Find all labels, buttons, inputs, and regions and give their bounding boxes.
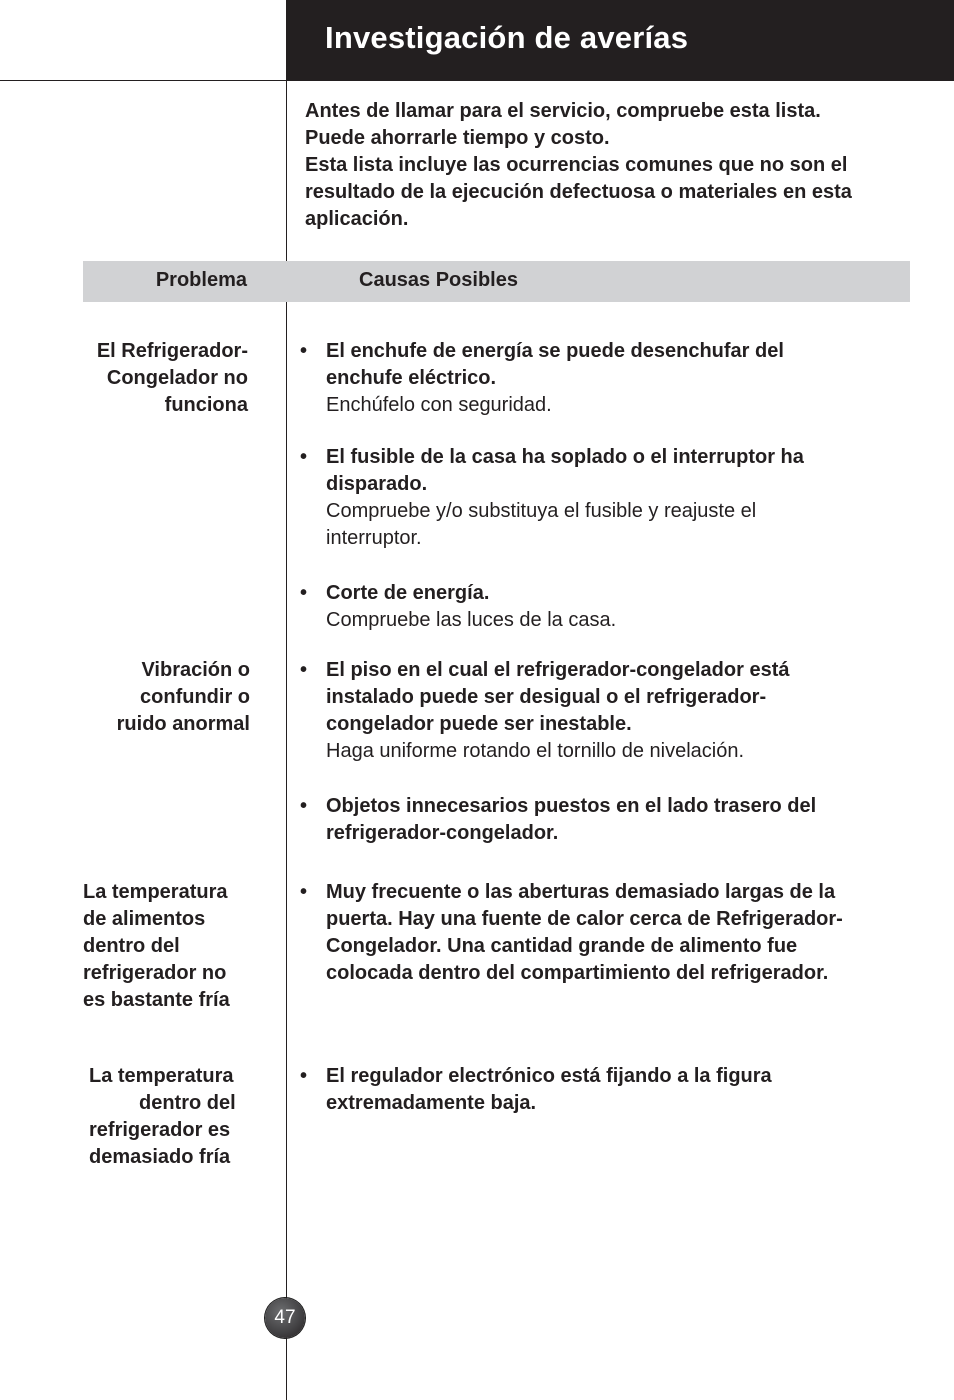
bullet: •	[300, 1065, 308, 1087]
cause-remedy: Compruebe las luces de la casa.	[326, 609, 617, 631]
cause-title-line: Congelador. Una cantidad grande de alimento fue	[326, 935, 798, 957]
bullet: •	[300, 582, 308, 604]
problem-line: refrigerador es	[89, 1119, 231, 1141]
cause-title-line: Corte de energía.	[326, 582, 490, 604]
table-header	[83, 261, 910, 302]
problem-label	[117, 657, 250, 738]
cause-remedy: interruptor.	[326, 527, 422, 549]
cause-title-line: enchufe eléctrico.	[326, 367, 497, 389]
problem-label	[83, 879, 230, 1014]
cause-title-line: El enchufe de energía se puede desenchufar del	[326, 340, 784, 362]
cause-title	[300, 793, 920, 847]
cause-title-line: El regulador electrónico está fijando a la figura	[326, 1065, 772, 1087]
bullet: •	[300, 659, 308, 681]
page-number: 47	[274, 1307, 296, 1328]
cause-title	[300, 580, 920, 607]
cause-item	[300, 879, 930, 987]
intro-text	[305, 98, 930, 233]
bullet: •	[300, 795, 308, 817]
bullet: •	[300, 881, 308, 903]
intro-line: Puede ahorrarle tiempo y costo.	[305, 127, 610, 149]
problem-label	[97, 338, 248, 419]
bullet: •	[300, 446, 308, 468]
cause-remedy: Enchúfelo con seguridad.	[326, 394, 552, 416]
problem-line: Congelador no	[106, 367, 248, 389]
cause-title-line: Muy frecuente o las aberturas demasiado largas de la	[326, 881, 836, 903]
page-title: Investigación de averías	[325, 20, 689, 55]
problem-line: Vibración o	[141, 659, 250, 681]
cause-title-line: extremadamente baja.	[326, 1092, 537, 1114]
cause-remedy: Compruebe y/o substituya el fusible y reajuste el	[326, 500, 757, 522]
cause-title-line: disparado.	[326, 473, 428, 495]
cause-item	[300, 793, 920, 847]
cause-title	[300, 1063, 920, 1117]
cause-title-line: refrigerador-congelador.	[326, 822, 559, 844]
cause-title-line: congelador puede ser inestable.	[326, 713, 632, 735]
cause-item	[300, 580, 920, 634]
cause-title	[300, 338, 920, 392]
cause-item	[300, 338, 920, 419]
problem-line: demasiado fría	[89, 1146, 231, 1168]
cause-title-line: colocada dentro del compartimiento del refrigerador.	[326, 962, 829, 984]
problem-line: refrigerador no	[83, 962, 227, 984]
problem-label	[89, 1063, 236, 1171]
cause-item	[300, 657, 920, 765]
column-header-problem: Problema	[155, 269, 247, 291]
intro-line: aplicación.	[305, 208, 409, 230]
cause-title	[300, 879, 930, 987]
intro-line: resultado de la ejecución defectuosa o materiales en esta	[305, 181, 852, 203]
intro-line: Esta lista incluye las ocurrencias comunes que no son el	[305, 154, 848, 176]
problem-line: de alimentos	[83, 908, 206, 930]
top-rule	[0, 80, 287, 81]
page-number-badge	[265, 1298, 305, 1338]
cause-title-line: instalado puede ser desigual o el refrigerador-	[326, 686, 767, 708]
cause-item	[300, 1063, 920, 1117]
cause-title-line: El piso en el cual el refrigerador-congelador está	[326, 659, 790, 681]
problem-line: es bastante fría	[83, 989, 230, 1011]
intro-line: Antes de llamar para el servicio, compruebe esta lista.	[305, 100, 821, 122]
cause-title	[300, 444, 920, 498]
cause-item	[300, 444, 920, 552]
cause-title-line: puerta. Hay una fuente de calor cerca de Refrigerador-	[326, 908, 843, 930]
problem-line: El Refrigerador-	[96, 340, 248, 362]
bullet: •	[300, 340, 308, 362]
cause-title-line: El fusible de la casa ha soplado o el interruptor ha	[326, 446, 804, 468]
cause-title-line: Objetos innecesarios puestos en el lado trasero del	[326, 795, 817, 817]
problem-line: ruido anormal	[116, 713, 250, 735]
column-header-causes: Causas Posibles	[359, 269, 518, 291]
cause-remedy: Haga uniforme rotando el tornillo de nivelación.	[326, 740, 745, 762]
problem-line: La temperatura	[83, 881, 228, 903]
problem-line: La temperatura	[89, 1065, 234, 1087]
vertical-rule	[286, 0, 287, 1400]
problem-line: funciona	[164, 394, 248, 416]
problem-line: confundir o	[140, 686, 250, 708]
cause-title	[300, 657, 920, 738]
title-bar	[287, 0, 954, 81]
problem-line: dentro del	[83, 935, 180, 957]
problem-line: dentro del	[139, 1092, 236, 1114]
